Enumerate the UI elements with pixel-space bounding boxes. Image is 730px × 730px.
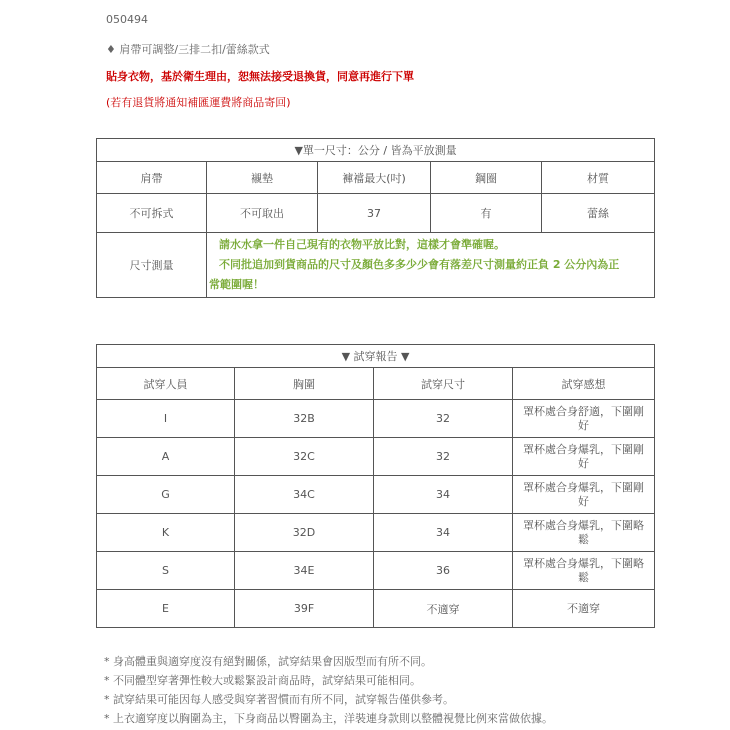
measure-note — [207, 233, 655, 298]
report-person: E — [97, 590, 235, 628]
footnotes — [104, 652, 553, 728]
table-row — [97, 400, 655, 438]
report-header-size: 試穿尺寸 — [374, 368, 513, 400]
feel-line-1: 罩杯處合身爆乳，下圍剛 — [523, 442, 645, 456]
report-size: 34 — [374, 514, 513, 552]
measure-line-1: 請水水拿一件自己現有的衣物平放比對，這樣才會準確喔。 — [219, 238, 505, 251]
feel-line-1: 罩杯處合身爆乳，下圍剛 — [523, 480, 645, 494]
report-feel — [513, 514, 655, 552]
footnote: * 不同體型穿著彈性較大或鬆緊設計商品時，試穿結果可能相同。 — [104, 674, 421, 687]
table-row — [97, 476, 655, 514]
report-size: 32 — [374, 438, 513, 476]
size-table-title: ▼單一尺寸：公分 / 皆為平放測量 — [97, 139, 655, 162]
measure-line-2: 不同批追加到貨商品的尺寸及顏色多多少少會有落差尺寸測量約正負 2 公分內為正 — [219, 258, 620, 271]
footnote: * 上衣適穿度以胸圍為主，下身商品以臀圍為主，洋裝連身款則以整體視覺比例來當做依據。 — [104, 712, 553, 725]
report-feel — [513, 476, 655, 514]
fitting-report-table — [96, 344, 655, 628]
report-person: I — [97, 400, 235, 438]
size-value-crotch: 37 — [318, 194, 431, 233]
report-feel — [513, 438, 655, 476]
report-bust: 39F — [235, 590, 374, 628]
report-feel — [513, 590, 655, 628]
report-person: G — [97, 476, 235, 514]
report-person: A — [97, 438, 235, 476]
size-header-pad: 襯墊 — [207, 162, 318, 194]
report-feel — [513, 552, 655, 590]
size-header-underwire: 鋼圈 — [431, 162, 542, 194]
report-size: 32 — [374, 400, 513, 438]
product-code: 050494 — [106, 13, 148, 26]
product-features — [106, 41, 270, 57]
features-text: 肩帶可調整/三排二扣/蕾絲款式 — [119, 43, 270, 56]
footnote: * 試穿結果可能因每人感受與穿著習慣而有所不同，試穿報告僅供參考。 — [104, 693, 454, 706]
size-value-pad: 不可取出 — [207, 194, 318, 233]
footnote: * 身高體重與適穿度沒有絕對關係，試穿結果會因版型而有所不同。 — [104, 655, 432, 668]
report-feel — [513, 400, 655, 438]
feel-line-2: 好 — [578, 456, 590, 470]
report-bust: 32D — [235, 514, 374, 552]
report-size: 36 — [374, 552, 513, 590]
size-value-strap: 不可拆式 — [97, 194, 207, 233]
table-row — [97, 438, 655, 476]
measure-label: 尺寸測量 — [97, 233, 207, 298]
size-value-underwire: 有 — [431, 194, 542, 233]
report-size: 34 — [374, 476, 513, 514]
table-row — [97, 590, 655, 628]
feel-line-2: 好 — [578, 494, 590, 508]
size-value-material: 蕾絲 — [542, 194, 655, 233]
report-bust: 34C — [235, 476, 374, 514]
size-header-crotch: 褲襠最大(吋) — [318, 162, 431, 194]
table-row — [97, 514, 655, 552]
report-bust: 32C — [235, 438, 374, 476]
report-table-title: ▼ 試穿報告 ▼ — [97, 345, 655, 368]
feel-line-1: 罩杯處合身舒適，下圍剛 — [523, 404, 645, 418]
size-header-strap: 肩帶 — [97, 162, 207, 194]
size-header-material: 材質 — [542, 162, 655, 194]
size-table — [96, 138, 655, 298]
feel-line-2: 好 — [578, 418, 590, 432]
table-row — [97, 552, 655, 590]
report-header-person: 試穿人員 — [97, 368, 235, 400]
report-person: K — [97, 514, 235, 552]
report-header-bust: 胸圍 — [235, 368, 374, 400]
report-person: S — [97, 552, 235, 590]
diamond-bullet-icon: ♦ — [106, 43, 116, 56]
return-note: (若有退貨將通知補匯運費將商品寄回) — [106, 96, 291, 109]
report-size: 不適穿 — [374, 590, 513, 628]
feel-line-1: 不適穿 — [567, 601, 601, 615]
feel-line-1: 罩杯處合身爆乳，下圍略 — [523, 556, 645, 570]
feel-line-2: 鬆 — [578, 532, 590, 546]
hygiene-warning: 貼身衣物，基於衛生理由，恕無法接受退換貨，同意再進行下單 — [106, 70, 414, 83]
report-bust: 32B — [235, 400, 374, 438]
feel-line-2: 鬆 — [578, 570, 590, 584]
measure-line-3: 常範圍喔！ — [209, 278, 264, 291]
report-header-feel: 試穿感想 — [513, 368, 655, 400]
report-bust: 34E — [235, 552, 374, 590]
feel-line-1: 罩杯處合身爆乳，下圍略 — [523, 518, 645, 532]
